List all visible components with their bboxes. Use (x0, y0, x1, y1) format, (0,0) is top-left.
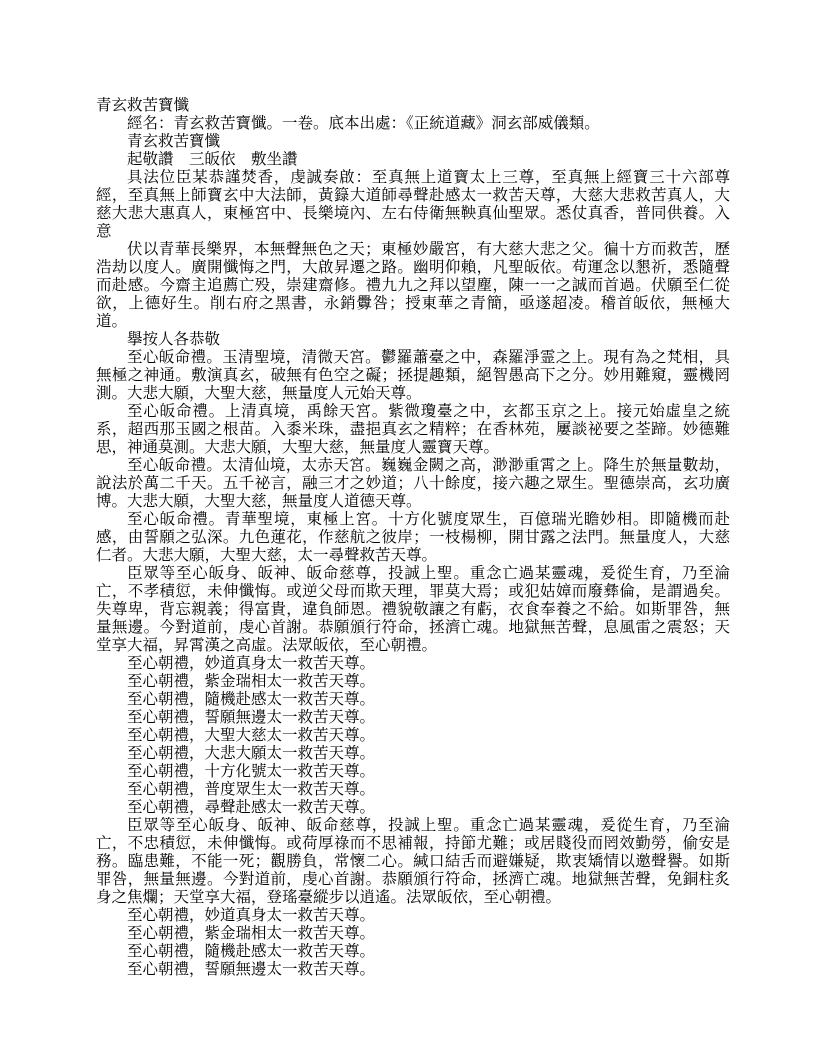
paragraph: 至心皈命禮。青華聖境，東極上宮。十方化號度眾生，百億瑞光瞻妙相。即隨機而赴感，由誓願之弘深。九色蓮花，作慈航之彼岸；一枝楊柳，開甘露之法門。無量度人，大慈仁者。大悲大願，大聖大慈，太一尋聲救苦天尊。 (96, 510, 730, 564)
document-title: 青玄救苦寶懺 (96, 96, 190, 114)
paragraph: 青玄救苦寶懺 (127, 132, 221, 150)
paragraph: 至心朝禮，紫金瑞相太一救苦天尊。 (127, 672, 376, 690)
paragraph: 起敬讚 三皈依 敷坐讚 (127, 150, 298, 168)
paragraph: 至心朝禮，十方化號太一救苦天尊。 (127, 762, 376, 780)
paragraph: 臣眾等至心皈身、皈神、皈命慈尊，投誠上聖。重念亡過某靈魂，爰從生育，乃至淪亡，不忠積愆，未伸懺悔。或荷厚祿而不思補報，持節尤難；或居賤役而罔效勤勞，偷安是務。臨患難，不能一死；觀勝負，常懷二心。緘口結舌而避嫌疑，欺衷矯情以邀聲譽。如斯罪咎，無量無邊。今對道前，虔心首謝。恭願頒行符命，拯濟亡魂。地獄無苦聲，免銅柱炙身之焦爛；天堂享大福，登瑤臺縱步以逍遙。法眾皈依，至心朝禮。 (96, 816, 730, 906)
paragraph: 至心朝禮，誓願無邊太一救苦天尊。 (127, 708, 376, 726)
paragraph: 至心皈命禮。上清真境，禹餘天宮。紫微瓊臺之中，玄都玉京之上。接元始虛皇之統系，超西那玉國之根苗。入黍米珠，盡挹真玄之精粹；在香林苑，屢談祕要之荃蹄。妙德難思，神通莫測。大悲大願，大聖大慈，無量度人靈寶天尊。 (96, 402, 730, 456)
paragraph: 至心朝禮，誓願無邊太一救苦天尊。 (127, 960, 376, 978)
paragraph: 至心朝禮，尋聲赴感太一救苦天尊。 (127, 798, 376, 816)
paragraph: 擧按人各恭敬 (127, 330, 221, 348)
paragraph: 至心朝禮，普度眾生太一救苦天尊。 (127, 780, 376, 798)
paragraph: 經名：青玄救苦寶懺。一卷。底本出處：《正統道藏》洞玄部威儀類。 (127, 114, 600, 132)
paragraph: 具法位臣某恭謹焚香，虔誠奏啟：至真無上道寶太上三尊，至真無上經寶三十六部尊經，至真無上師寶玄中大法師，黃籙大道師尋聲赴感太一救苦天尊，大慈大悲救苦真人，大慈大悲大惠真人，東極宮中、長樂境內、左右侍衛無鞅真仙聖眾。悉仗真香，普同供養。入意 (96, 168, 730, 240)
paragraph: 臣眾等至心皈身、皈神、皈命慈尊，投誠上聖。重念亡過某靈魂，爰從生育，乃至淪亡，不孝積愆，未伸懺悔。或逆父母而欺天理，罪莫大焉；或犯姑嫜而廢彝倫，是謂過矣。失尊卑，背忘親義；得富貴，違負師恩。禮貌敬讓之有虧，衣食奉養之不給。如斯罪咎，無量無邊。今對道前，虔心首謝。恭願頒行符命，拯濟亡魂。地獄無苦聲，息風雷之震怒；天堂享大福，昇霄漢之高虛。法眾皈依，至心朝禮。 (96, 564, 730, 654)
paragraph: 至心朝禮，妙道真身太一救苦天尊。 (127, 906, 376, 924)
paragraph: 至心皈命禮。太清仙境，太赤天宮。巍巍金闕之高，渺渺重霄之上。降生於無量數劫，說法於萬二千天。五千祕言，融三才之妙道；八十餘度，接六趣之眾生。聖德崇高，玄功廣博。大悲大願，大聖大慈，無量度人道德天尊。 (96, 456, 730, 510)
document-body (96, 96, 730, 978)
paragraph: 至心朝禮，妙道真身太一救苦天尊。 (127, 654, 376, 672)
paragraph: 至心皈命禮。玉清聖境，清微天宮。鬱羅蕭臺之中，森羅淨霊之上。現有為之梵相，具無極之神通。敷演真玄，破無有色空之礙；拯提趣類，絕智愚高下之分。妙用難窺，靈機罔測。大悲大願，大聖大慈，無量度人元始天尊。 (96, 348, 730, 402)
paragraph: 至心朝禮，隨機赴感太一救苦天尊。 (127, 942, 376, 960)
paragraph: 至心朝禮，大聖大慈太一救苦天尊。 (127, 726, 376, 744)
paragraph: 至心朝禮，隨機赴感太一救苦天尊。 (127, 690, 376, 708)
paragraph: 至心朝禮，紫金瑞相太一救苦天尊。 (127, 924, 376, 942)
paragraph: 伏以青華長樂界，本無聲無色之天；東極妙嚴宮，有大慈大悲之父。徧十方而救苦，歷浩劫以度人。廣開懺悔之門，大啟昇遷之路。幽明仰賴，凡聖皈依。苟運念以懇祈，悉隨聲而赴感。今齋主追薦亡殁，崇建齋修。禮九九之拜以望塵，陳一一之誠而首過。伏願至仁從欲，上德好生。削右府之黑書，永銷釁咎；授東華之青簡，亟遂超凌。稽首皈依，無極大道。 (96, 240, 730, 330)
paragraph: 至心朝禮，大悲大願太一救苦天尊。 (127, 744, 376, 762)
